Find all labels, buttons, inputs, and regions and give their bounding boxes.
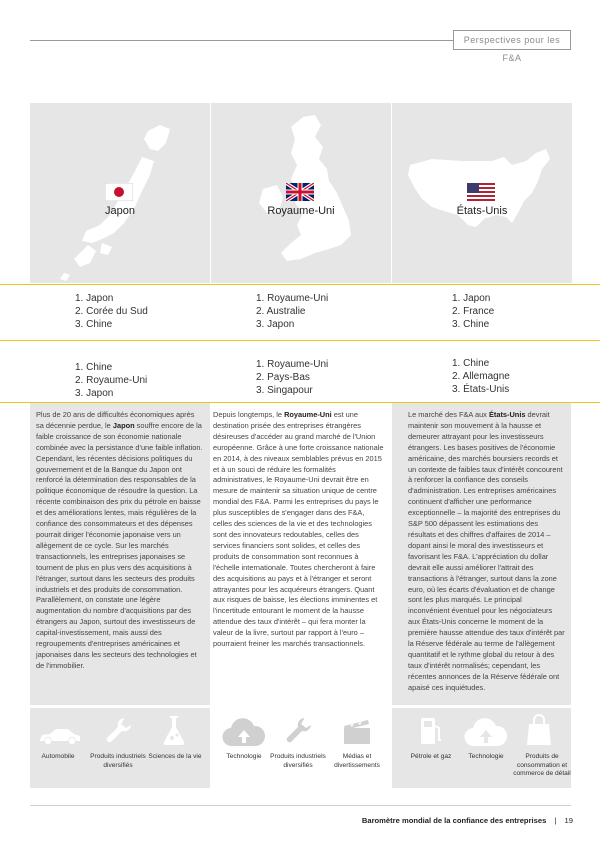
car-icon [38, 726, 82, 748]
ranking-list-a-usa [452, 292, 494, 331]
flask-icon [162, 714, 186, 746]
sector-label: Médias et divertissements [334, 753, 380, 769]
country-name-uk: Royaume-Uni [267, 205, 335, 217]
header-rule [30, 40, 453, 41]
list-item: 1. Chine [452, 358, 490, 369]
uk-text-panel [211, 403, 391, 705]
footer-title: Baromètre mondial de la confiance des entreprises [361, 816, 547, 825]
list-item: 3. Japon [75, 388, 114, 399]
shopping-bag-icon [526, 714, 552, 746]
page-number: 19 [564, 816, 573, 825]
list-item: 1. Japon [75, 293, 114, 304]
section-title: Perspectives pour les F&A [453, 30, 571, 50]
japan-text-panel [30, 403, 210, 705]
wrench-icon [284, 716, 312, 746]
usa-panel [392, 103, 572, 283]
ranking-list-b-usa [452, 357, 510, 396]
accent-rule-top [0, 284, 600, 285]
ranking-list-b-japan [75, 361, 147, 400]
list-item: 2. France [452, 306, 495, 317]
country-name-usa: États-Unis [456, 205, 508, 217]
list-item: 3. Japon [256, 319, 295, 330]
cloud-upload-icon [464, 718, 508, 748]
sector-label: Produits de consommation et commerce de détail [513, 753, 571, 778]
uk-body-text: Depuis longtemps, le Royaume-Uni est une destination prisée des entreprises étrangères désireuses d'accéder au grand marché de l'Union européenne. Grâce à une forte croissance nationale en 2014, à des niveaux semblables prévus en 2015 et à un souci de réduire les formalités administratives, le Royaume-Uni devrait être en mesure de maintenir sa situation unique de centre mondial des F&A. Parmi les entreprises du pays le plus susceptibles de s'engager dans des F&A, celles des sciences de la vie et des technologies sont des innovateurs redoutables, celles des services financiers sont solides, et celles des produits de consommation sont reconnues à l'échelle internationale. Toutes chercheront à faire des acquisitions au pays et à l'étranger et seront attrayantes pour les acquéreurs étrangers. Quant aux risques de baisse, les élections imminentes et l'incertitude entourant le moment de la hausse attendue des taux d'intérêt – qui fera monter la valeur de la livre, surtout par rapport à l'euro – pourraient freiner les marchés transactionnels. [213, 410, 384, 649]
list-item: 2. Royaume-Uni [75, 375, 148, 386]
sector-label: Automobile [41, 753, 75, 760]
sector-label: Technologie [468, 753, 504, 760]
list-item: 3. États-Unis [452, 384, 510, 395]
film-icon [342, 718, 372, 746]
list-item: 1. Royaume-Uni [256, 293, 329, 304]
uk-flag-icon [286, 183, 314, 201]
list-item: 2. Pays-Bas [256, 372, 310, 383]
footer-separator: | [554, 816, 557, 825]
ranking-list-b-uk [256, 358, 328, 397]
list-item: 3. Chine [452, 319, 490, 330]
japan-body-text: Plus de 20 ans de difficultés économiques après sa décennie perdue, le Japon souffre encore de la faible croissance de son économie nationale combinée avec la persistance d'une faible inflation. Cependant, les récentes décisions politiques du gouvernement et de la Banque du Japon ont renforcé la détermination des responsables de la politique économique de résoudre la question. La récente combinaison des prix du pétrole en baisse et des améliorations lentes, mais régulières de la confiance des consommateurs et des dépenses pourrait diriger l'économie japonaise vers un allègement de ce cycle. Sur les marchés transactionnels, les entreprises japonaises se tournent de plus en plus vers des acquisitions à l'étranger, surtout dans les secteurs des produits industriels et des produits de consommation. Parallèlement, on constate une légère augmentation du nombre d'acquisitions par des étrangers au Japon, surtout des investisseurs de capital-investissement, mais aussi des regroupements d'entreprises américaines et japonaises dans les secteurs des technologies et de l'immobilier. [36, 410, 203, 670]
usa-body-text: Le marché des F&A aux États-Unis devrait maintenir son mouvement à la hausse et demeurer attrayant pour les investisseurs étrangers. Les bases positives de l'économie américaine, des marchés boursiers records et un contexte de faibles taux d'intérêt concourent à renforcer la confiance des conseils d'administration. Les entreprises américaines continuent d'afficher une performance exceptionnelle – la majorité des entreprises du S&P 500 dépassent les estimations des résultats et des chiffres d'affaires de 2014 – dopant ainsi le moral des investisseurs et favorisant les F&A. L'appréciation du dollar devrait elle aussi améliorer l'attrait des transactions à l'étranger, surtout dans la zone euro, où les écarts d'évaluation et de change sont les plus marqués. Le principal inconvénient éventuel pour les négociateurs aux États-Unis concerne le moment de la première hausse attendue des taux d'intérêt par la Réserve fédérale au terme de l'allègement quantitatif et le rythme global du retour à des taux d'intérêt normalisés; cependant, les récentes annonces de la Réserve fédérale ont apaisé ces inquiétudes. [408, 410, 565, 692]
sector-label: Produits industriels diversifiés [270, 753, 326, 769]
list-item: 2. Allemagne [452, 371, 510, 382]
ranking-list-a-uk [256, 292, 328, 331]
list-item: 2. Australie [256, 306, 306, 317]
list-item: 3. Chine [75, 319, 113, 330]
list-item: 2. Corée du Sud [75, 306, 148, 317]
uk-panel [211, 103, 391, 283]
country-name-japan: Japon [105, 205, 135, 217]
list-item: 1. Royaume-Uni [256, 359, 329, 370]
ranking-list-a-japan [75, 292, 148, 331]
sector-label: Technologie [226, 753, 262, 760]
sector-label: Sciences de la vie [148, 753, 202, 760]
wrench-icon [104, 716, 132, 746]
cloud-upload-icon [222, 718, 266, 748]
usa-flag-icon [467, 183, 495, 201]
japan-panel [30, 103, 210, 283]
country-map-panels [30, 103, 571, 283]
list-item: 3. Singapour [256, 385, 313, 396]
sector-label: Produits industriels diversifiés [90, 753, 146, 769]
footer-rule [30, 805, 571, 806]
gas-pump-icon [418, 716, 444, 746]
accent-rule-middle [0, 340, 600, 341]
footer [362, 816, 573, 825]
list-item: 1. Chine [75, 362, 113, 373]
japan-flag-icon [105, 183, 133, 201]
sector-label: Pétrole et gaz [410, 753, 452, 760]
usa-text-panel [392, 403, 571, 705]
list-item: 1. Japon [452, 293, 491, 304]
